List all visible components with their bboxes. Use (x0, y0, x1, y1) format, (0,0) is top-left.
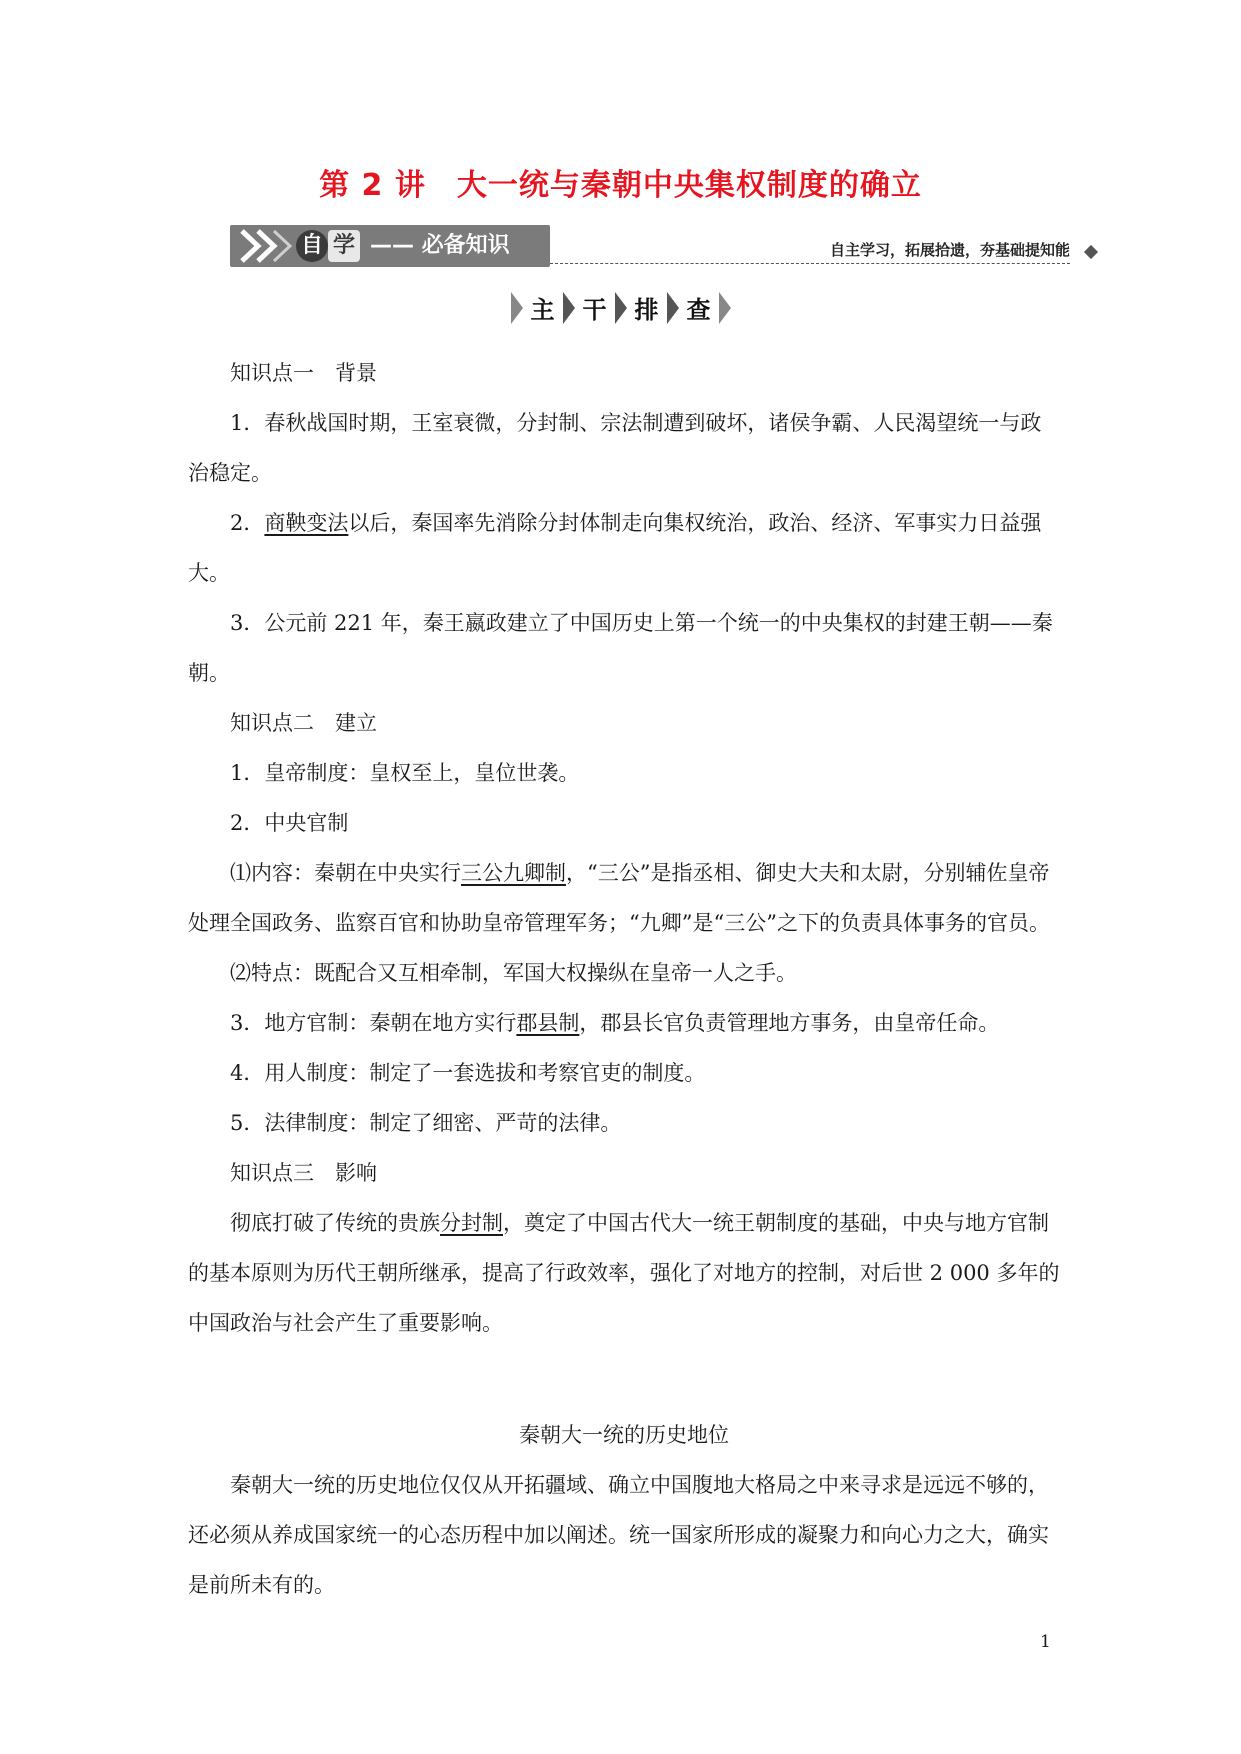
banner-right-text: 自主学习，拓展拾遗，夯基础提知能 (829, 241, 1070, 259)
subhead-tag-4: 查 (686, 296, 711, 324)
section-banner (230, 225, 1110, 275)
kp2-item-2a-pre: ⑴内容：秦朝在中央实行 (230, 861, 461, 885)
banner-label-block (230, 225, 550, 267)
underlined-term: 郡县制 (516, 1011, 580, 1035)
kp1-item-1: 1．春秋战国时期，王室衰微，分封制、宗法制遭到破坏，诸侯争霸、人民渴望统一与政治稳定。 (188, 411, 1042, 485)
underlined-term: 分封制 (440, 1211, 503, 1235)
chevron-right-icon (667, 292, 679, 324)
kp2-item-3-post: ，郡县长官负责管理地方事务，由皇帝任命。 (579, 1011, 1000, 1035)
kp2-item-3-pre: 3．地方官制：秦朝在地方实行 (230, 1011, 517, 1035)
underlined-term: 商鞅变法 (264, 511, 349, 535)
extra-reading (188, 1410, 1060, 1610)
kp2-item-4: 4．用人制度：制定了一套选拔和考察官吏的制度。 (230, 1061, 706, 1085)
extra-title: 秦朝大一统的历史地位 (519, 1423, 729, 1447)
chevron-right-icon (615, 292, 627, 324)
underlined-term: 三公九卿制 (461, 861, 566, 885)
kp2-item-2: 2．中央官制 (230, 811, 349, 835)
diamond-icon (1084, 245, 1098, 259)
kp1-item-2-text: 以后，秦国率先消除分封体制走向集权统治，政治、经济、军事实力日益强大。 (188, 511, 1042, 585)
kp1-item-3: 3．公元前 221 年，秦王嬴政建立了中国历史上第一个统一的中央集权的封建王朝——秦朝。 (188, 611, 1053, 685)
subhead-tag-2: 干 (582, 296, 607, 324)
kp2-item-2b: ⑵特点：既配合又互相牵制，军国大权操纵在皇帝一人之手。 (230, 961, 797, 985)
kp3-heading: 知识点三 影响 (230, 1161, 377, 1185)
kp3-pre: 彻底打破了传统的贵族 (230, 1211, 440, 1235)
banner-badge-2: 学 (328, 230, 360, 262)
kp3-post: ，奠定了中国古代大一统王朝制度的基础，中央与地方官制的基本原则为历代王朝所继承，提高了行政效率，强化了对地方的控制，对后世 2 000 多年的中国政治与社会产生了重要影响。 (188, 1211, 1060, 1335)
body-text (188, 348, 1060, 1348)
kp2-item-2a (188, 848, 1060, 948)
banner-badge-1: 自 (296, 230, 328, 262)
kp2-heading: 知识点二 建立 (230, 711, 377, 735)
banner-subtitle: —— 必备知识 (370, 233, 510, 258)
extra-body: 秦朝大一统的历史地位仅仅从开拓疆域、确立中国腹地大格局之中来寻求是远远不够的，还必须从养成国家统一的心态历程中加以阐述。统一国家所形成的凝聚力和向心力之大，确实是前所未有的。 (188, 1473, 1049, 1597)
page-title: 第 2 讲 大一统与秦朝中央集权制度的确立 (319, 168, 922, 203)
kp3-body (188, 1198, 1060, 1348)
chevron-right-icon (563, 292, 575, 324)
chevron-right-icon (719, 292, 731, 324)
subhead-tag-3: 排 (634, 296, 659, 324)
kp2-item-3 (188, 998, 1060, 1048)
kp2-item-5: 5．法律制度：制定了细密、严苛的法律。 (230, 1111, 622, 1135)
chevron-right-icon (511, 292, 523, 324)
kp2-item-2a-post: ，“三公”是指丞相、御史大夫和太尉，分别辅佐皇帝处理全国政务、监察百官和协助皇帝管理军务；“九卿”是“三公”之下的负责具体事务的官员。 (188, 861, 1050, 935)
subhead-tag-1: 主 (530, 296, 555, 324)
section-subheading (0, 290, 1241, 332)
banner-dashed-line (550, 263, 1070, 264)
kp1-heading: 知识点一 背景 (230, 361, 377, 385)
kp2-item-1: 1．皇帝制度：皇权至上，皇位世袭。 (230, 761, 580, 785)
kp1-item-2: 2．商鞅变法以后，秦国率先消除分封体制走向集权统治，政治、经济、军事实力日益强大。 (188, 511, 1042, 585)
double-chevron-icon (236, 227, 296, 265)
page-number: 1 (1040, 1632, 1051, 1652)
